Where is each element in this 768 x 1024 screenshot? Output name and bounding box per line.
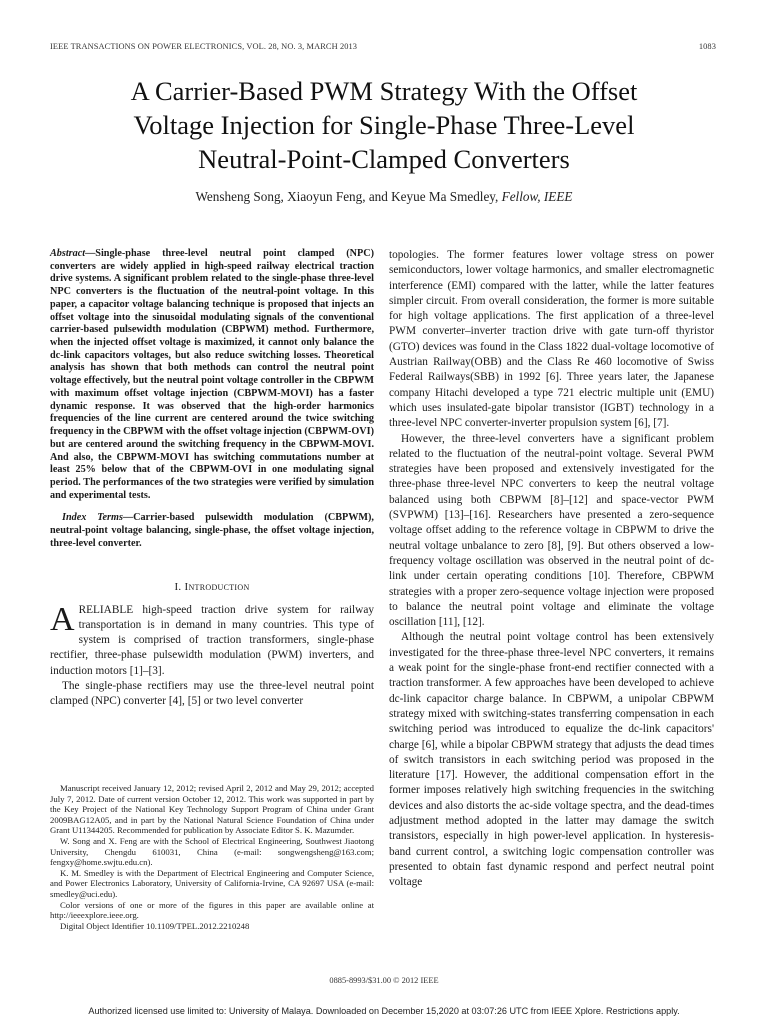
footnotes	[50, 783, 374, 931]
left-column	[50, 248, 374, 710]
index-terms	[50, 512, 374, 550]
intro-paragraph-1	[50, 600, 374, 679]
page-number: 1083	[698, 42, 716, 51]
footnote-doi: Digital Object Identifier 10.1109/TPEL.2012.2210248	[60, 920, 250, 931]
running-header	[50, 42, 716, 54]
footnote-affiliation-1: W. Song and X. Feng are with the School of Electrical Engineering, Southwest Jiaotong University, Chengdu 610031, China (e-mail: songwengsheng@163.com; fengxy@home.swjtu.edu.cn).	[50, 835, 374, 868]
right-paragraph-3: Although the neutral point voltage control has been extensively investigated for the three-phase three-level NPC converters, it remains a weak point for the single-phase front-end rectifier connected with a traction transformer. A few approaches have been developed to achieve dc-link capacitor charge balance. In CBPWM, a unipolar CBPWM strategy mixed with switching-states transferring compensation in each switching period was introduced to equalize the dc-link capacitors' charge [6], while a bipolar CBPWM strategy that adjusts the dead times of switch transistors in each switching period was proposed in the literature [17]. However, the additional compensation effort in the former imposes relatively high switching frequencies in the switching devices and also distorts the ac-side voltage spectra, and the dead-times adjustment method adopted in the latter may damage the switch transistors, especially in high power-level application. In hysteresis-band current control, a switching logic compensation controller was presented to obtain fast dynamic respond and perfect neutral point voltage	[389, 631, 714, 889]
section-title: Introduction	[184, 580, 250, 593]
paper-title	[40, 74, 728, 176]
author-line	[40, 189, 728, 205]
journal-name: IEEE TRANSACTIONS ON POWER ELECTRONICS, VOL. 28, NO. 3, MARCH 2013	[50, 42, 358, 51]
footnote-color-versions: Color versions of one or more of the figures in this paper are available online at http://ieeexplore.ieee.org.	[50, 899, 374, 921]
index-terms-text: —Carrier-based pulsewidth modulation (CBPWM), neutral-point voltage balancing, single-phase, the offset voltage injection, three-level converter.	[50, 512, 374, 549]
title-line: Neutral-Point-Clamped Converters	[198, 144, 570, 174]
right-column	[389, 248, 714, 890]
title-line: Voltage Injection for Single-Phase Three-Level	[133, 110, 635, 140]
index-terms-label: Index Terms	[62, 512, 123, 524]
title-line: A Carrier-Based PWM Strategy With the Offset	[130, 76, 638, 106]
section-number: I.	[174, 580, 182, 593]
abstract-label: Abstract	[50, 248, 86, 259]
intro-paragraph-1-text: RELIABLE high-speed traction drive system for railway transportation is in demand in many countries. This type of system is comprised of traction transformers, single-phase rectifier, three-phase pulsewidth modulation (PWM) inverters, and induction motors [1]–[3].	[50, 603, 374, 677]
author-names: Wensheng Song, Xiaoyun Feng, and Keyue Ma Smedley,	[195, 189, 499, 204]
license-notice: Authorized licensed use limited to: University of Malaya. Downloaded on December 15,2020 at 03:07:26 UTC from IEEE Xplore. Restrictions apply.	[88, 1006, 680, 1016]
drop-cap: A	[50, 600, 75, 638]
intro-paragraph-2: The single-phase rectifiers may use the three-level neutral point clamped (NPC) converter [4], [5] or two level converter	[50, 680, 374, 708]
footnote-manuscript: Manuscript received January 12, 2012; revised April 2, 2012 and May 29, 2012; accepted July 7, 2012. Date of current version October 12, 2012. This work was supported in part by the Key Project of the National Key Technology Support Program of China under Grant 2009BAG12A05, and in part by the National Natural Science Foundation of China under Grant U11344205. Recommended for publication by Associate Editor S. K. Mazumder.	[50, 783, 374, 836]
right-paragraph-1: topologies. The former features lower voltage stress on power semiconductors, lower voltage harmonics, and smaller electromagnetic interference (EMI) compared with the latter, while the latter features simpler circuit. From overall consideration, the former is more suitable for high voltage applications. The first application of a three-level PWM converter–inverter traction drive with gate turn-off thyristor (GTO) devices was found in the Class 1822 dual-voltage locomotive of Austrian Railway(OBB) and the Class Re 460 locomotive of Swiss Federal Railways(SBB) in 1992 [6]. Three years later, the Japanese company Hitachi developed a type 721 electric multiple unit (EMU) which uses insulated-gate bipolar transistor (IGBT) technology in a three-level NPC converter-inverter propulsion system [6], [7].	[389, 249, 714, 430]
footnote-affiliation-2: K. M. Smedley is with the Department of Electrical Engineering and Computer Science, and Power Electronics Laboratory, University of California-Irvine, CA 92697 USA (e-mail: smedley@uci.edu).	[50, 867, 374, 899]
abstract	[50, 248, 374, 502]
section-heading	[50, 581, 374, 593]
abstract-text: —Single-phase three-level neutral point clamped (NPC) converters are widely applied in high-speed railway electrical traction drive systems. A significant problem related to the single-phase three-level NPC converters is the fluctuation of the neutral-point voltage. In this paper, a capacitor voltage balancing technique is proposed that injects an offset voltage into the sinusoidal modulating signals of the conventional carrier-based pulsewidth modulation (CBPWM) method. Furthermore, when the injected offset voltage is maximized, it cannot only balance the dc-link capacitors voltages, but also reduce switching losses. Theoretical analysis has shown that both methods can control the neutral point voltage effectively, but the neutral point voltage controller in the CBPWM with maximum offset voltage injection (CBPWM-MOVI) has a faster dynamic response. It was observed that the high-order harmonics frequencies of the line current are centered around the twice switching frequency in the CBPWM with the offset voltage injection (CBPWM-OVI) but are centered around the switching frequency in the CBPWM-MOVI. And also, the CBPWM-MOVI has switching commutations number at least 25% below that of the CBPWM-OVI in one modulating signal period. The performances of the two strategies were verified by simulation and experimental tests.	[50, 248, 374, 501]
issn-copyright: 0885-8993/$31.00 © 2012 IEEE	[329, 976, 439, 985]
author-grade: Fellow, IEEE	[501, 189, 573, 204]
right-paragraph-2: However, the three-level converters have a significant problem related to the fluctuation of the neutral-point voltage. Several PWM strategies have been proposed and extensively investigated for the three-phase three-level NPC converters to keep the neutral voltage balanced using both CBPWM [8]–[12] and space-vector PWM (SVPWM) [13]–[16]. Researchers have presented a zero-sequence voltage offset adding to the reference voltage in CBPWM to drive the neutral voltage unbalance to zero [8], [9]. But others observed a low-frequency voltage oscillation was observed in the neutral point of dc-link under certain operating conditions [10]. Therefore, CBPWM strategies with a proper zero-sequence voltage injection were proposed to balance the neutral point voltage and eliminate the voltage oscillation [11], [12].	[389, 432, 714, 629]
